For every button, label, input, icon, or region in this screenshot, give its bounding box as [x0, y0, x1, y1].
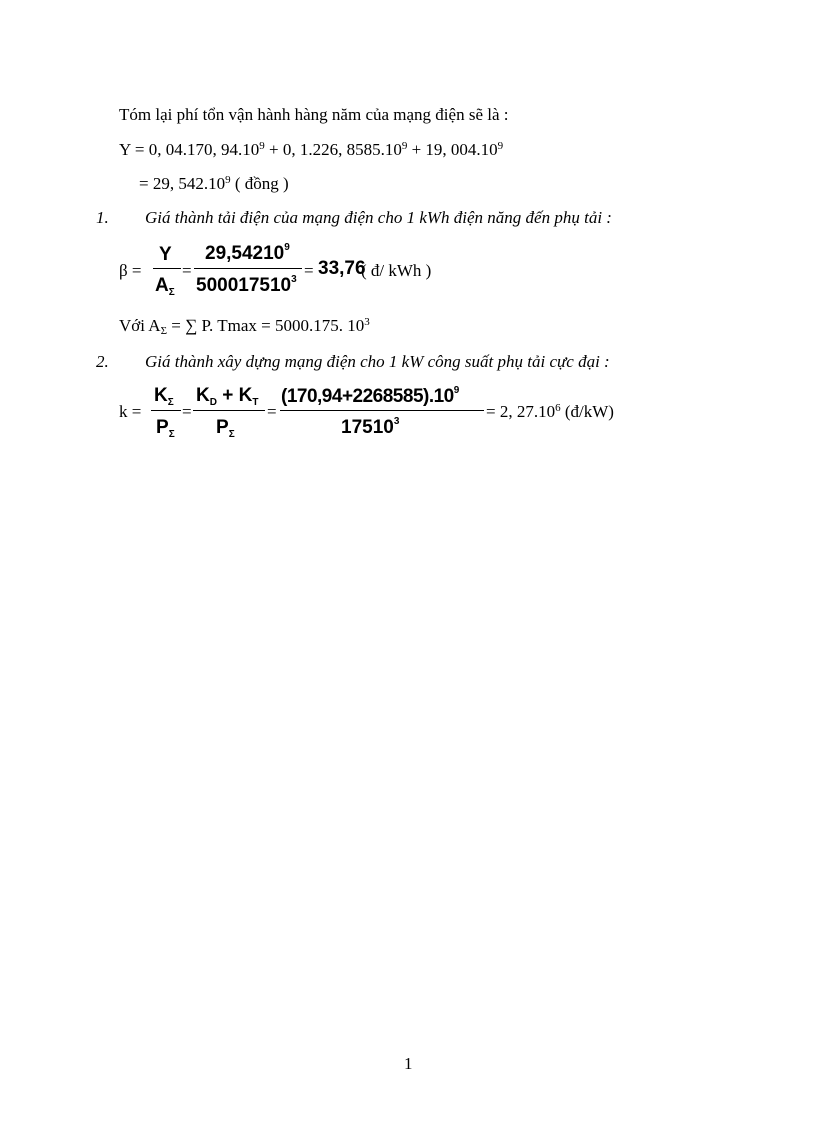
k-frac3-den-exp: 3: [393, 416, 400, 427]
k-frac2-denominator: [216, 417, 235, 440]
y-result-exp: 9: [225, 174, 231, 186]
k-frac3-denominator: [341, 418, 399, 437]
beta-result: 33,76: [318, 258, 366, 279]
beta-frac2-num-main: 29,54210: [205, 243, 285, 264]
k-frac1-denominator: [156, 417, 175, 440]
beta-frac2-den-exp: 3: [291, 274, 297, 285]
k-frac2-num-a: K: [196, 385, 210, 406]
k-frac1-den-sub: Σ: [168, 429, 175, 440]
y-equation: [119, 141, 503, 158]
beta-frac2-denominator: [196, 276, 297, 295]
beta-unit: ( đ/ kWh ): [361, 261, 432, 280]
beta-frac2-line: [194, 268, 302, 269]
beta-frac2-numerator: [205, 244, 290, 263]
k-frac2-num-a-sub: D: [209, 397, 217, 408]
k-frac2-num-b-sub: T: [252, 397, 259, 408]
voi-line: [119, 316, 370, 337]
k-frac3-numerator: [281, 387, 459, 406]
y-eq-tail: + 19, 004.10: [407, 140, 498, 159]
beta-frac1-den-main: A: [155, 275, 169, 296]
item1-number: 1.: [96, 208, 109, 227]
k-frac3-den-main: 17510: [341, 417, 394, 438]
beta-frac1-numerator: Y: [159, 244, 172, 265]
k-frac2-den-sub: Σ: [228, 429, 235, 440]
y-result: [139, 175, 289, 192]
k-eq1: =: [182, 402, 192, 421]
beta-frac1-line: [153, 268, 181, 269]
y-eq-mid: + 0, 1.226, 8585.10: [264, 140, 402, 159]
k-result-text: = 2, 27.10: [486, 402, 556, 421]
k-frac2-den-main: P: [216, 417, 229, 438]
page-number: 1: [404, 1054, 413, 1073]
voi-rest: = ∑ P. Tmax = 5000.175. 10: [167, 316, 365, 335]
voi-exp: 3: [364, 316, 370, 328]
beta-frac1-den-sub: Σ: [168, 287, 175, 298]
y-eq-lhs: Y = 0, 04.170, 94.10: [119, 140, 260, 159]
y-result-unit: ( đồng ): [230, 174, 289, 193]
k-frac1-line: [151, 410, 181, 411]
summary-line: Tóm lại phí tổn vận hành hàng năm của mạng điện sẽ là :: [119, 105, 509, 124]
k-result-unit: (đ/kW): [560, 402, 614, 421]
k-lhs: k =: [119, 402, 142, 421]
k-frac2-numerator: [196, 385, 259, 408]
beta-eq2: =: [304, 261, 314, 280]
k-eq2: =: [267, 402, 277, 421]
beta-frac2-den-main: 500017510: [196, 275, 292, 296]
beta-frac1-denominator: [155, 275, 175, 298]
item2-number: 2.: [96, 352, 109, 371]
k-frac1-numerator: [154, 385, 174, 408]
y-eq-exp1: 9: [259, 140, 265, 152]
k-frac3-num-exp: 9: [453, 385, 459, 396]
k-frac2-line: [193, 410, 265, 411]
k-frac1-num-main: K: [154, 385, 168, 406]
k-frac2-num-plus: + K: [216, 385, 253, 406]
k-frac1-den-main: P: [156, 417, 169, 438]
y-eq-exp3: 9: [497, 140, 504, 152]
k-frac3-line: [280, 410, 484, 411]
item1-heading: Giá thành tải điện của mạng điện cho 1 kWh điện năng đến phụ tải :: [145, 208, 612, 227]
k-result-exp: 6: [555, 402, 561, 414]
k-result: [486, 403, 614, 420]
beta-eq1: =: [182, 261, 192, 280]
k-frac1-num-sub: Σ: [167, 397, 174, 408]
k-frac3-num-main: (170,94+2268585).10: [281, 386, 454, 407]
item2-heading: Giá thành xây dựng mạng điện cho 1 kW công suất phụ tải cực đại :: [145, 352, 610, 371]
voi-sub: Σ: [160, 325, 167, 337]
voi-text: Với A: [119, 316, 161, 335]
y-eq-exp2: 9: [401, 140, 408, 152]
y-result-text: = 29, 542.10: [139, 174, 226, 193]
beta-frac2-num-exp: 9: [284, 242, 290, 253]
beta-lhs: β =: [119, 261, 142, 280]
